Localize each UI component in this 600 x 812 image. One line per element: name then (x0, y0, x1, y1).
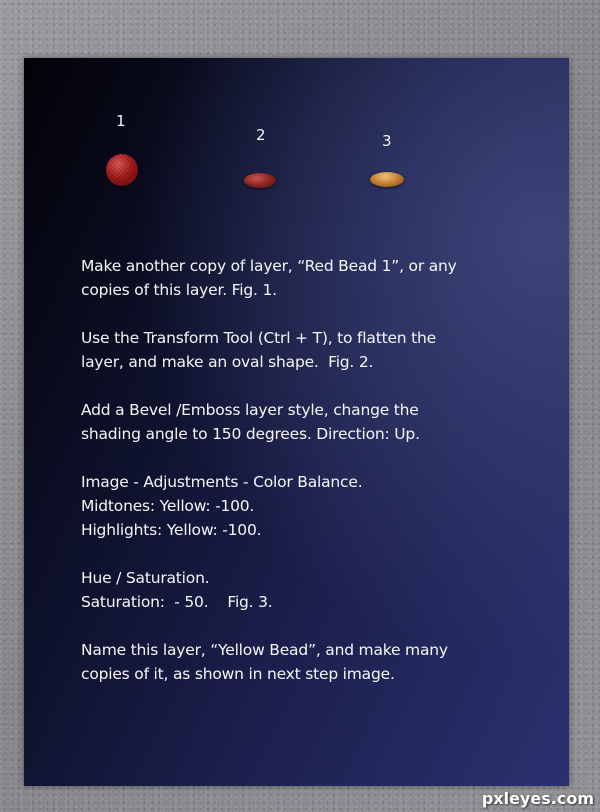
instruction-line: Midtones: Yellow: -100. (81, 497, 255, 515)
instruction-line: Saturation: - 50. Fig. 3. (81, 593, 273, 611)
instruction-line: copies of it, as shown in next step image. (81, 665, 395, 683)
red-round-bead-image (106, 154, 138, 186)
instruction-paragraph-1 (81, 254, 551, 302)
yellow-oval-bead-image (370, 172, 404, 187)
instruction-line: Image - Adjustments - Color Balance. (81, 473, 363, 491)
instruction-paragraph-5 (81, 566, 551, 614)
instruction-line: layer, and make an oval shape. Fig. 2. (81, 353, 374, 371)
instruction-line: shading angle to 150 degrees. Direction: Up. (81, 425, 420, 443)
instruction-paragraph-2 (81, 326, 551, 374)
figure-1-label: 1 (116, 112, 126, 130)
instruction-line: Add a Bevel /Emboss layer style, change the (81, 401, 419, 419)
instruction-line: Name this layer, “Yellow Bead”, and make many (81, 641, 448, 659)
instruction-paragraph-3 (81, 398, 551, 446)
instruction-line: Hue / Saturation. (81, 569, 210, 587)
figure-2-label: 2 (256, 126, 266, 144)
instruction-paragraph-6 (81, 638, 551, 686)
instruction-line: Use the Transform Tool (Ctrl + T), to flatten the (81, 329, 436, 347)
red-oval-bead-image (244, 173, 276, 188)
instruction-line: Highlights: Yellow: -100. (81, 521, 262, 539)
instructions-text (81, 254, 551, 710)
instruction-line: Make another copy of layer, “Red Bead 1”, or any (81, 257, 457, 275)
site-watermark: pxleyes.com (481, 789, 594, 808)
instruction-line: copies of this layer. Fig. 1. (81, 281, 277, 299)
figure-3-label: 3 (382, 132, 392, 150)
instruction-paragraph-4 (81, 470, 551, 542)
tutorial-panel (24, 58, 569, 786)
